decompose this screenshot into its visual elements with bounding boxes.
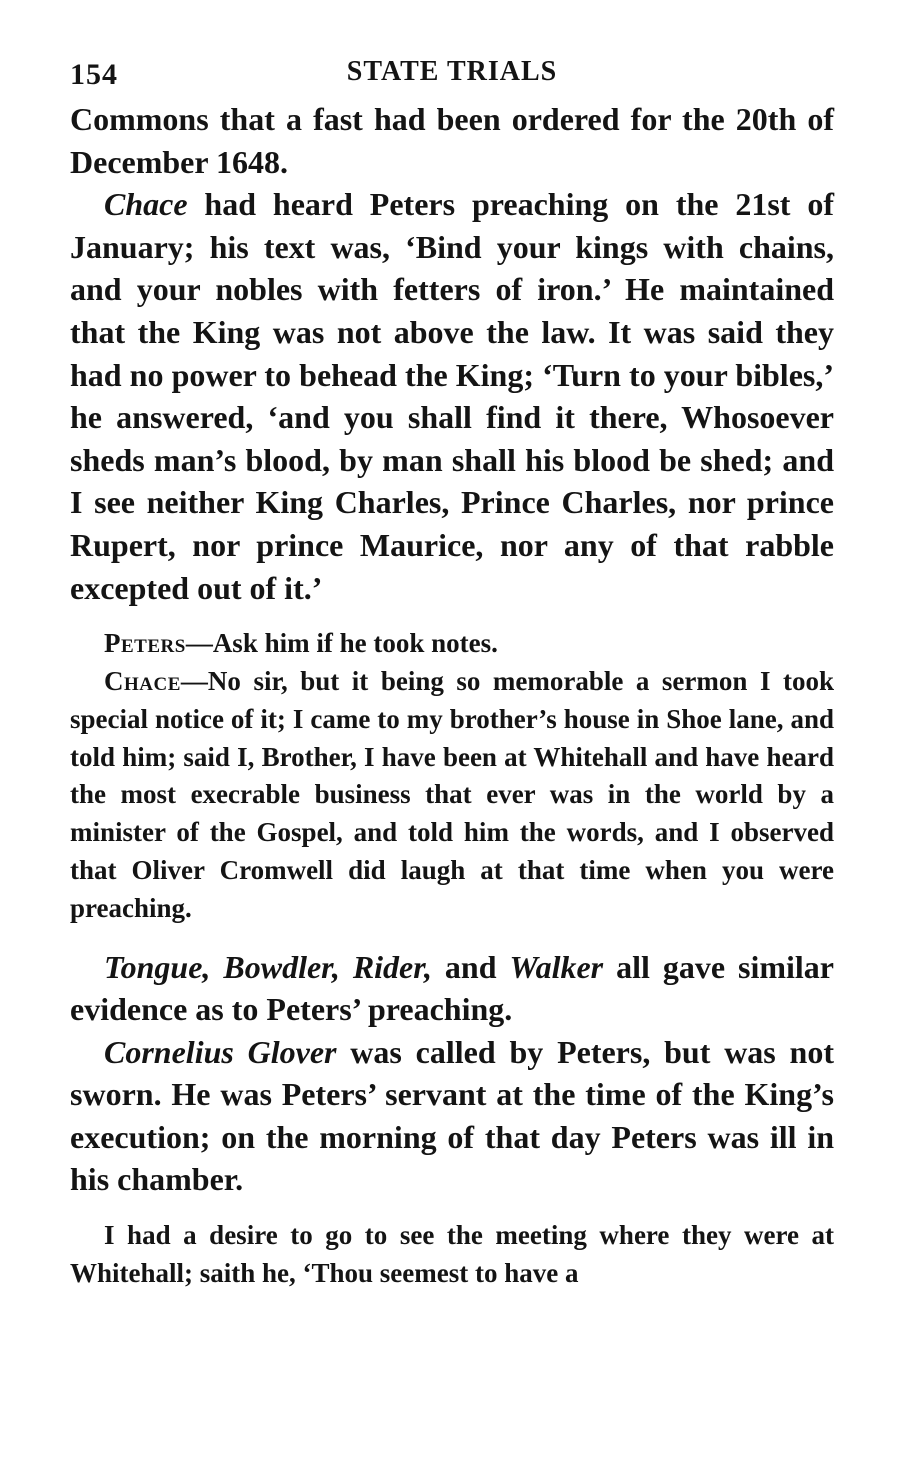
paragraph-other-witnesses bbox=[70, 946, 834, 1031]
paragraph-text: was called by Peters, but was not sworn. He was Peters’ servant at the time of the King’s execution; on the morning of that day Peters was ill in his chamber. bbox=[70, 1033, 835, 1198]
dialogue-text: —Ask him if he took notes. bbox=[185, 628, 498, 659]
paragraph-continued bbox=[70, 98, 834, 183]
page-number: 154 bbox=[70, 58, 118, 91]
paragraph-text: I had a desire to go to see the meeting where they were at Whitehall; saith he, ‘Thou seemest to have a bbox=[70, 1220, 834, 1288]
paragraph-glover-testimony bbox=[70, 1217, 834, 1293]
witness-name: Chace bbox=[104, 186, 188, 223]
conjunction-text: and bbox=[431, 948, 510, 985]
paragraph-text: Commons that a fast had been ordered for the 20th of December 1648. bbox=[70, 101, 834, 180]
witness-names: Tongue, Bowdler, Rider, bbox=[104, 948, 432, 985]
dialogue-line-peters bbox=[70, 625, 834, 663]
speaker-name: Peters bbox=[104, 628, 186, 659]
running-head bbox=[70, 52, 834, 98]
paragraph-text: all gave similar evidence as to Peters’ preaching. bbox=[70, 948, 835, 1028]
witness-name: Cornelius Glover bbox=[104, 1033, 337, 1070]
dialogue-line-chace bbox=[70, 663, 834, 928]
dialogue-text: —No sir, but it being so memorable a sermon I took special notice of it; I came to my brother’s house in Shoe lane, and told him; said I, Brother, I have been at Whitehall and have heard the most execrable business that ever was in the world by a minister of the Gospel, and told him the words, and I observed that Oliver Cromwell did laugh at that time when you were preaching. bbox=[70, 665, 834, 923]
running-title: STATE TRIALS bbox=[346, 56, 558, 87]
paragraph-chace-testimony bbox=[70, 183, 834, 609]
paragraph-text: had heard Peters preaching on the 21st of January; his text was, ‘Bind your kings with chains, and your nobles with fetters of iron.’ He maintained that the King was not above the law. It was said they had no power to behead the King; ‘Turn to your bibles,’ he answered, ‘and you shall find it there, Whosoever sheds man’s blood, by man shall his blood be shed; and I see neither King Charles, Prince Charles, nor prince Rupert, nor prince Maurice, nor any of that rabble excepted out of it.’ bbox=[70, 186, 834, 606]
speaker-name: Chace bbox=[104, 665, 181, 696]
witness-name: Walker bbox=[509, 948, 604, 985]
paragraph-glover bbox=[70, 1031, 834, 1201]
